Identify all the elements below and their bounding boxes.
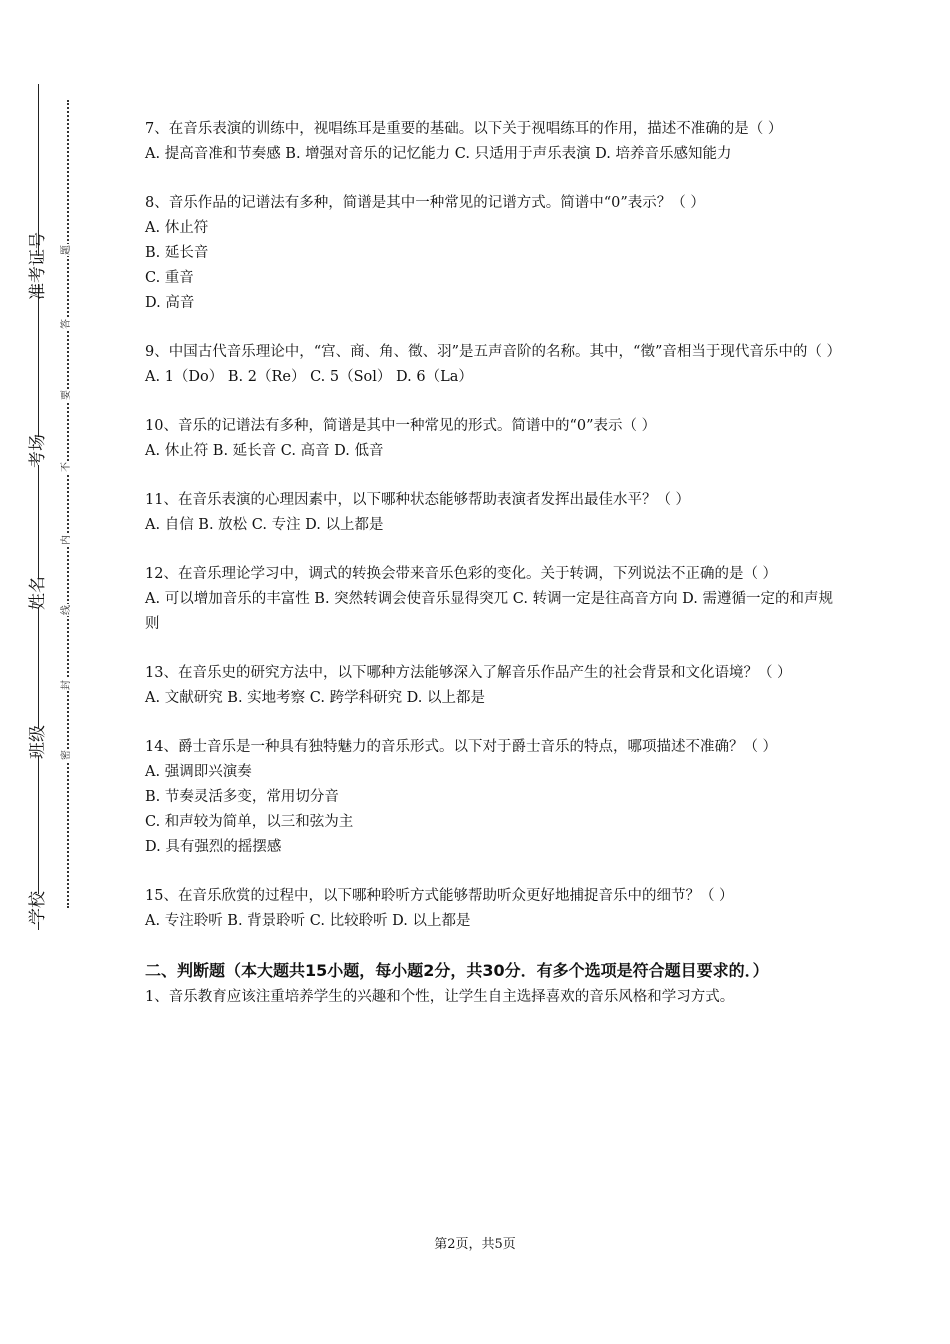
question-stem: 9、中国古代音乐理论中，“宫、商、角、徵、羽”是五声音阶的名称。其中，“徵”音相当于现代音乐中的（ ） xyxy=(145,344,841,360)
seal-char: 封 xyxy=(61,680,72,690)
seal-char: 要 xyxy=(61,390,72,400)
exam-number-label: 准考证号 xyxy=(24,256,52,284)
question-stem: 8、音乐作品的记谱法有多种，简谱是其中一种常见的记谱方式。简谱中“0”表示？（ ） xyxy=(145,195,705,211)
school-label: 学校 xyxy=(24,894,52,922)
question-stem: 15、在音乐欣赏的过程中，以下哪种聆听方式能够帮助听众更好地捕捉音乐中的细节？（ ） xyxy=(145,888,734,904)
exam-room-label: 考场 xyxy=(24,437,52,465)
question-14 xyxy=(145,735,835,860)
question-stem: 7、在音乐表演的训练中，视唱练耳是重要的基础。以下关于视唱练耳的作用，描述不准确的是（ ） xyxy=(145,121,783,137)
question-13 xyxy=(145,661,835,711)
option-b: B. 节奏灵活多变，常用切分音 xyxy=(145,789,339,805)
question-options: A. 自信 B. 放松 C. 专注 D. 以上都是 xyxy=(145,517,384,533)
seal-char: 线 xyxy=(61,605,72,615)
question-options: A. 专注聆听 B. 背景聆听 C. 比较聆听 D. 以上都是 xyxy=(145,913,471,929)
question-stem: 10、音乐的记谱法有多种，简谱是其中一种常见的形式。简谱中的“0”表示（ ） xyxy=(145,418,657,434)
section-2-title: 二、判断题（本大题共15小题，每小题2分，共30分．有多个选项是符合题目要求的．） xyxy=(145,961,769,980)
option-b: B. 延长音 xyxy=(145,245,209,261)
seal-char: 答 xyxy=(61,319,72,329)
question-options: A. 提高音准和节奏感 B. 增强对音乐的记忆能力 C. 只适用于声乐表演 D. 培养音乐感知能力 xyxy=(145,146,732,162)
seal-char: 密 xyxy=(61,750,72,760)
seal-char: 不 xyxy=(61,462,72,472)
option-a: A. 强调即兴演奏 xyxy=(145,764,252,780)
page-footer: 第2页，共5页 xyxy=(434,1237,516,1252)
question-options: A. 文献研究 B. 实地考察 C. 跨学科研究 D. 以上都是 xyxy=(145,690,486,706)
question-15 xyxy=(145,884,835,934)
option-d: D. 具有强烈的摇摆感 xyxy=(145,839,282,855)
question-options: A. 休止符 B. 延长音 C. 高音 D. 低音 xyxy=(145,443,384,459)
option-a: A. 休止符 xyxy=(145,220,209,236)
judgment-item-1: 1、音乐教育应该注重培养学生的兴趣和个性，让学生自主选择喜欢的音乐风格和学习方式。 xyxy=(145,989,735,1005)
question-9 xyxy=(145,340,841,390)
option-c: C. 和声较为简单，以三和弦为主 xyxy=(145,814,354,830)
class-label: 班级 xyxy=(24,728,52,756)
binding-solid-line xyxy=(38,84,39,930)
question-stem: 13、在音乐史的研究方法中，以下哪种方法能够深入了解音乐作品产生的社会背景和文化语境？（ ） xyxy=(145,665,792,681)
binding-dotted-line xyxy=(67,100,69,908)
option-d: D. 高音 xyxy=(145,295,195,311)
question-options: A. 可以增加音乐的丰富性 B. 突然转调会使音乐显得突兀 C. 转调一定是往高音方向 D. 需遵循一定的和声规则 xyxy=(145,591,834,632)
exam-content xyxy=(145,117,841,1010)
question-8 xyxy=(145,191,835,316)
question-stem: 12、在音乐理论学习中，调式的转换会带来音乐色彩的变化。关于转调，下列说法不正确的是（ ） xyxy=(145,566,778,582)
question-stem: 14、爵士音乐是一种具有独特魅力的音乐形式。以下对于爵士音乐的特点，哪项描述不准确？（ ） xyxy=(145,739,778,755)
seal-char: 题 xyxy=(61,245,72,255)
question-options: A. 1（Do） B. 2（Re） C. 5（Sol） D. 6（La） xyxy=(145,369,473,385)
option-c: C. 重音 xyxy=(145,270,194,286)
question-10 xyxy=(145,414,835,464)
question-11 xyxy=(145,488,835,538)
seal-char: 内 xyxy=(61,535,72,545)
question-7 xyxy=(145,117,835,167)
binding-margin xyxy=(0,0,120,1344)
question-12 xyxy=(145,562,835,637)
question-stem: 11、在音乐表演的心理因素中，以下哪种状态能够帮助表演者发挥出最佳水平？（ ） xyxy=(145,492,691,508)
name-label: 姓名 xyxy=(24,579,52,607)
